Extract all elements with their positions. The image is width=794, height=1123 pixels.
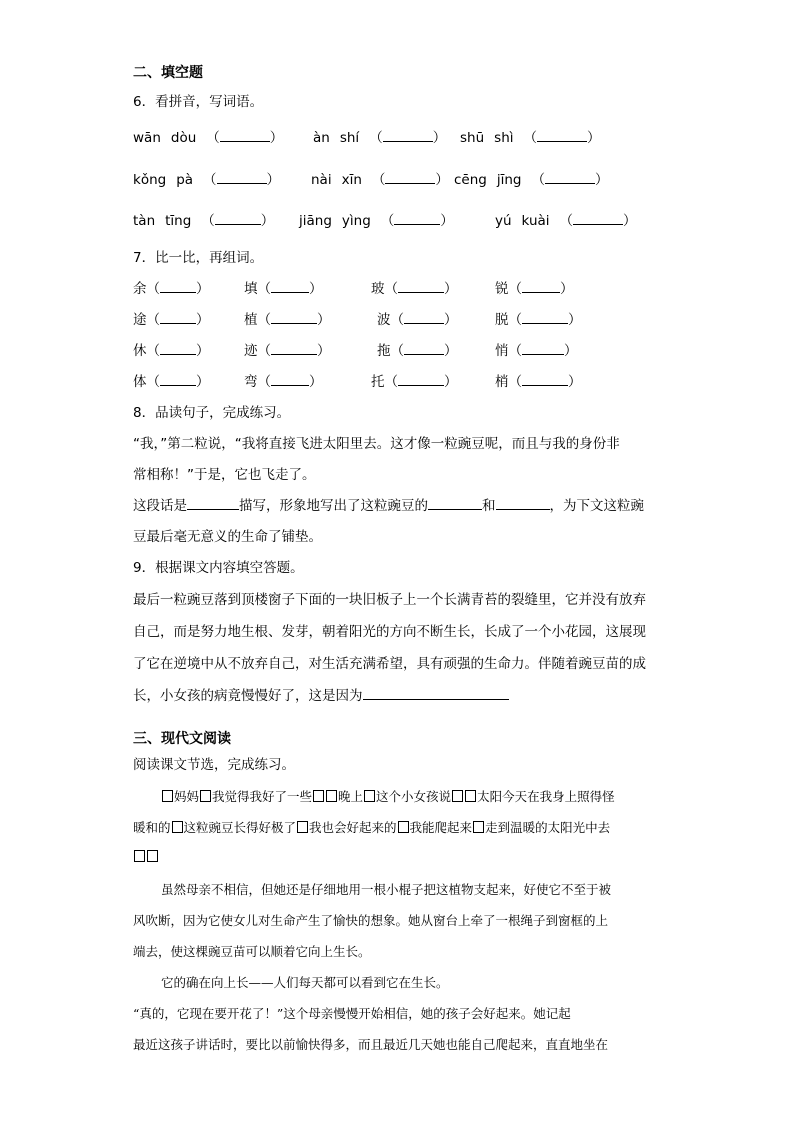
q9-line-4: 长，小女孩的病竟慢慢好了，这是因为 bbox=[133, 684, 509, 704]
compare-item: 波（ ） bbox=[377, 312, 458, 328]
section-title-fill-blank: 二、填空题 bbox=[133, 65, 203, 81]
passage-p4-line-1: “真的，它现在要开花了！”这个母亲慢慢开始相信，她的孩子会好起来。她记起 bbox=[133, 1006, 571, 1021]
compare-item: 填（ ） bbox=[244, 281, 323, 297]
passage-p3: 它的确在向上长——人们每天都可以看到它在生长。 bbox=[161, 975, 449, 990]
pinyin-item-5: nài xīn （ ） bbox=[311, 172, 449, 188]
compare-item: 悄（ ） bbox=[495, 343, 578, 359]
pinyin-item-3: shū shì （ ） bbox=[460, 130, 601, 146]
pinyin-item-9: yú kuài （ ） bbox=[495, 213, 637, 229]
q8-prompt: 8．品读句子，完成练习。 bbox=[133, 405, 291, 421]
q8-fill-line: 这段话是 描写，形象地写出了这粒豌豆的 和 ，为下文这粒豌 bbox=[133, 498, 644, 514]
compare-item: 体（ ） bbox=[133, 374, 210, 390]
compare-item: 脱（ ） bbox=[495, 312, 582, 328]
pinyin-item-2: àn shí （ ） bbox=[313, 130, 447, 146]
compare-item: 拖（ ） bbox=[377, 343, 458, 359]
reading-intro: 阅读课文节选，完成练习。 bbox=[133, 757, 295, 773]
compare-item: 植（ ） bbox=[244, 312, 331, 328]
q8-quote-line-2: 常相称！”于是，它也飞走了。 bbox=[133, 467, 316, 483]
compare-item: 弯（ ） bbox=[244, 374, 323, 390]
passage-p4-line-2: 最近这孩子讲话时，要比以前愉快得多，而且最近几天她也能自己爬起来，直直地坐在 bbox=[133, 1037, 609, 1052]
q9-line-1: 最后一粒豌豆落到顶楼窗子下面的一块旧板子上一个长满青苔的裂缝里，它并没有放弃 bbox=[133, 592, 646, 608]
compare-item: 玻（ ） bbox=[371, 281, 458, 297]
compare-item: 余（ ） bbox=[133, 281, 210, 297]
pinyin-item-4: kǒng pà （ ） bbox=[133, 172, 281, 188]
q8-quote-line-1: “我，”第二粒说，“我将直接飞进太阳里去。这才像一粒豌豆呢，而且与我的身份非 bbox=[133, 436, 620, 452]
pinyin-item-6: cēng jīng （ ） bbox=[454, 172, 609, 188]
compare-item: 梢（ ） bbox=[495, 374, 582, 390]
q8-fill-line-2: 豆最后毫无意义的生命了铺垫。 bbox=[133, 529, 322, 545]
pinyin-item-8: jiāng yìng （ ） bbox=[299, 213, 454, 229]
passage-p2-line-3: 端去，使这棵豌豆苗可以顺着它向上生长。 bbox=[133, 944, 371, 959]
pinyin-item-1: wān dòu （ ） bbox=[133, 130, 284, 146]
compare-item: 锐（ ） bbox=[495, 281, 574, 297]
compare-item: 休（ ） bbox=[133, 343, 210, 359]
passage-p1-line-1: 妈妈 我觉得我好了一些 晚上 这个小女孩说 太阳今天在我身上照得怪 bbox=[161, 787, 615, 805]
pinyin-item-7: tàn tīng （ ） bbox=[133, 213, 275, 229]
q9-line-2: 自己，而是努力地生根、发芽，朝着阳光的方向不断生长，长成了一个小花园，这展现 bbox=[133, 624, 646, 640]
passage-p1-line-2: 暖和的 这粒豌豆长得好极了 我也会好起来的 我能爬起来 走到温暖的太阳光中去 bbox=[133, 820, 611, 835]
passage-p2-line-2: 风吹断，因为它使女儿对生命产生了愉快的想象。她从窗台上牵了一根绳子到窗框的上 bbox=[133, 913, 609, 928]
compare-item: 迹（ ） bbox=[244, 343, 331, 359]
q9-line-3: 了它在逆境中从不放弃自己，对生活充满希望，具有顽强的生命力。伴随着豌豆苗的成 bbox=[133, 656, 646, 672]
section-title-reading: 三、现代文阅读 bbox=[133, 731, 231, 747]
compare-item: 途（ ） bbox=[133, 312, 210, 328]
passage-p1-line-3 bbox=[133, 849, 159, 864]
q9-prompt: 9．根据课文内容填空答题。 bbox=[133, 560, 304, 576]
q6-prompt: 6．看拼音，写词语。 bbox=[133, 94, 264, 110]
compare-item: 托（ ） bbox=[371, 374, 458, 390]
q7-prompt: 7．比一比，再组词。 bbox=[133, 250, 264, 266]
passage-p2-line-1: 虽然母亲不相信，但她还是仔细地用一根小棍子把这植物支起来，好使它不至于被 bbox=[161, 882, 612, 897]
